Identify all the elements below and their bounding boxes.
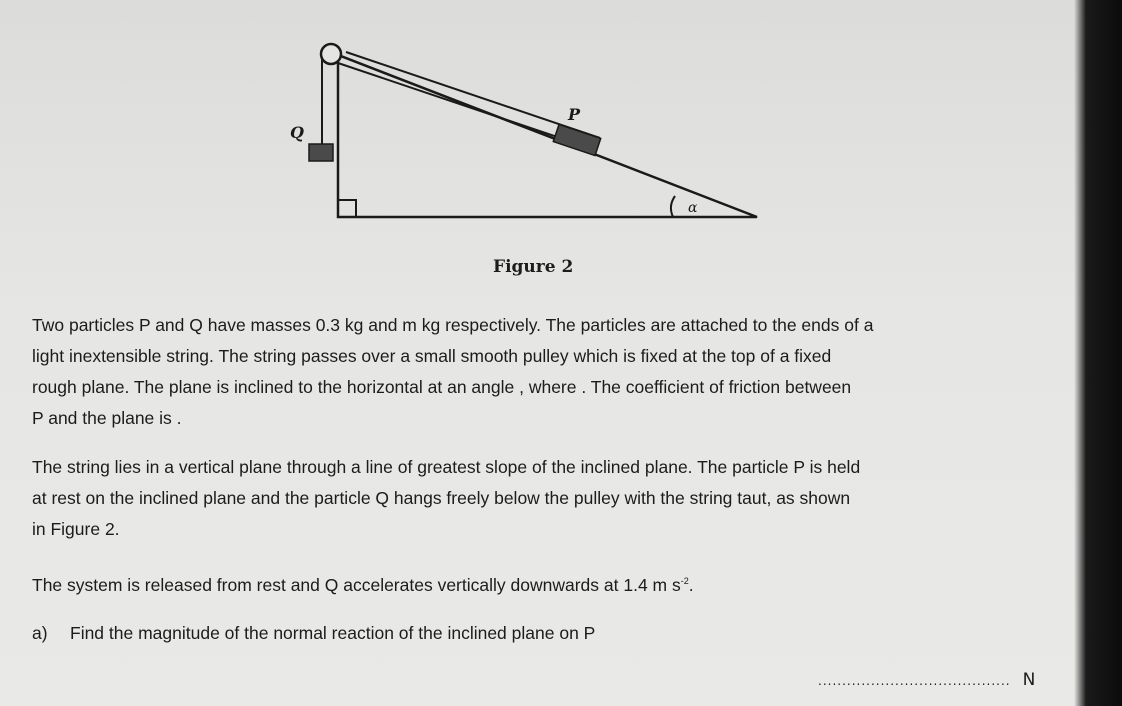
paragraph-line: Two particles P and Q have masses 0.3 kg and m kg respectively. The particles are attached to the ends of a [32, 315, 874, 335]
question-paragraph-1 [32, 310, 1032, 434]
particle-q [309, 144, 333, 161]
sentence-end: . [688, 574, 694, 595]
part-a-text: Find the magnitude of the normal reaction of the inclined plane on P [70, 623, 596, 643]
question-paragraph-3 [32, 566, 1032, 601]
label-q: Q [290, 123, 304, 142]
pulley [321, 44, 341, 64]
particle-p [553, 124, 600, 155]
label-p: P [568, 105, 581, 124]
string-along-slope [338, 63, 590, 148]
part-a-question [32, 618, 595, 649]
answer-field[interactable] [818, 668, 1035, 693]
answer-dots[interactable]: ........................................ [818, 674, 1011, 688]
inclined-plane-diagram [0, 0, 1122, 300]
paragraph-line: light inextensible string. The string passes over a small smooth pulley which is fixed at the top of a fixed [32, 346, 832, 366]
paragraph-line: at rest on the inclined plane and the particle Q hangs freely below the pulley with the string taut, as shown [32, 488, 851, 508]
paragraph-line: in Figure 2. [32, 519, 120, 539]
paragraph-line: P and the plane is . [32, 408, 182, 428]
answer-unit: N [1022, 670, 1036, 690]
angle-arc [671, 196, 675, 217]
right-angle-marker [338, 200, 356, 217]
acceleration-sentence: The system is released from rest and Q accelerates vertically downwards at 1.4 m s [32, 574, 681, 595]
question-paragraph-2 [32, 452, 1032, 545]
paragraph-line: The string lies in a vertical plane through a line of greatest slope of the inclined plane. The particle P is held [32, 457, 861, 477]
paragraph-line: rough plane. The plane is inclined to the horizontal at an angle , where . The coefficient of friction between [32, 377, 852, 397]
label-angle: α [688, 200, 698, 216]
unit-exponent: -2 [680, 576, 689, 586]
figure-caption: Figure 2 [493, 257, 574, 277]
inclined-plane-triangle [338, 55, 757, 217]
paragraph-line [32, 566, 1032, 601]
part-a-label: a) [32, 623, 48, 643]
